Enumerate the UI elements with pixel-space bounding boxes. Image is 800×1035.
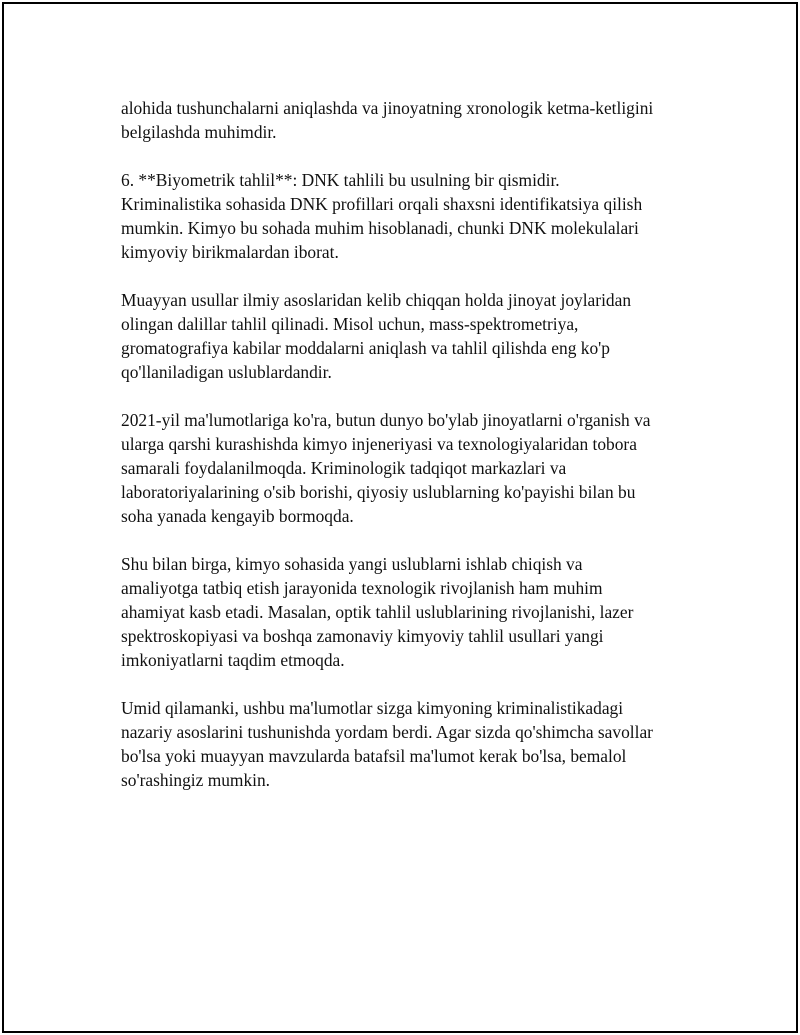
document-body xyxy=(121,96,701,816)
paragraph-new-methods: Shu bilan birga, kimyo sohasida yangi uslublarni ishlab chiqish va amaliyotga tatbiq etish jarayonida texnologik rivojlanish ham muhim ahamiyat kasb etadi. Masalan, optik tahlil uslublarining rivojlanishi, lazer spektroskopiyasi va boshqa zamonaviy kimyoviy tahlil usullari yangi imkoniyatlarni taqdim etmoqda. xyxy=(121,554,634,670)
document-page xyxy=(2,2,798,1033)
paragraph-biometric-analysis: 6. **Biyometrik tahlil**: DNK tahlili bu usulning bir qismidir. Kriminalistika sohasida DNK profillari orqali shaxsni identifikatsiya qilish mumkin. Kimyo bu sohada muhim hisoblanadi, chunki DNK molekulalari kimyoviy birikmalardan iborat. xyxy=(121,170,643,262)
paragraph-scientific-methods: Muayyan usullar ilmiy asoslaridan kelib chiqqan holda jinoyat joylaridan olingan dalillar tahlil qilinadi. Misol uchun, mass-spektrometriya, gromatografiya kabilar moddalarni aniqlash va tahlil qilishda eng ko'p qo'llaniladigan uslublardandir. xyxy=(121,290,632,382)
paragraph-closing: Umid qilamanki, ushbu ma'lumotlar sizga kimyoning kriminalistikadagi nazariy asoslarini tushunishda yordam berdi. Agar sizda qo'shimcha savollar bo'lsa yoki muayyan mavzularda batafsil ma'lumot kerak bo'lsa, bemalol so'rashingiz mumkin. xyxy=(121,698,653,790)
paragraph-2021-data: 2021-yil ma'lumotlariga ko'ra, butun dunyo bo'ylab jinoyatlarni o'rganish va ularga qarshi kurashishda kimyo injeneriyasi va texnologiyalaridan tobora samarali foydalanilmoqda. Kriminologik tadqiqot markazlari va laboratoriyalarining o'sib borishi, qiyosiy uslublarning ko'payishi bilan bu soha yanada kengayib bormoqda. xyxy=(121,410,651,526)
paragraph-continuation: alohida tushunchalarni aniqlashda va jinoyatning xronologik ketma-ketligini belgilashda muhimdir. xyxy=(121,98,654,142)
